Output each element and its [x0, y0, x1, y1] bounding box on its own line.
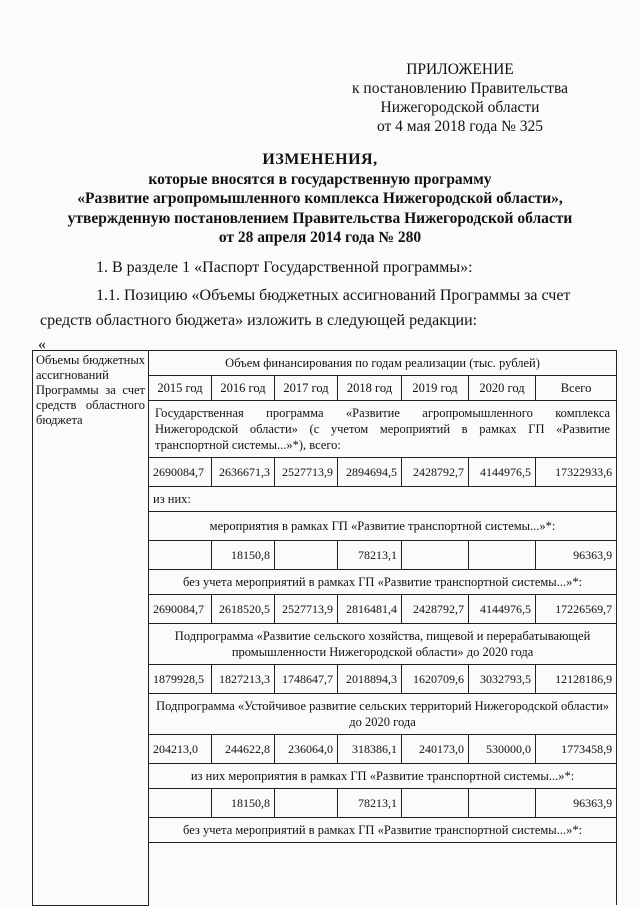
total-header: Всего: [536, 376, 617, 401]
table-row: [33, 351, 617, 376]
value-cell: [402, 789, 469, 818]
value-cell: [402, 541, 469, 570]
total-cell: 17322933,6: [536, 458, 617, 487]
year-header: 2017 год: [275, 376, 338, 401]
value-cell: 78213,1: [338, 541, 402, 570]
title-heading: ИЗМЕНЕНИЯ,: [262, 151, 378, 168]
value-cell: [149, 789, 212, 818]
year-header: 2016 год: [212, 376, 275, 401]
value-cell: 530000,0: [469, 735, 536, 764]
value-cell: 236064,0: [275, 735, 338, 764]
value-cell: 4144976,5: [469, 595, 536, 624]
value-cell: 2428792,7: [402, 458, 469, 487]
value-cell: 2428792,7: [402, 595, 469, 624]
value-cell: 1620709,6: [402, 665, 469, 694]
section-title: Подпрограмма «Устойчивое развитие сельских территорий Нижегородской области» до 2020 года: [149, 694, 617, 735]
appendix-label: ПРИЛОЖЕНИЕ: [406, 61, 514, 78]
appendix-header: [330, 60, 590, 136]
title-line: от 28 апреля 2014 года № 280: [218, 229, 422, 246]
appendix-date: от 4 мая 2018 года № 325: [376, 118, 544, 135]
total-cell: 12128186,9: [536, 665, 617, 694]
value-cell: 78213,1: [338, 789, 402, 818]
subsection-label: из них:: [149, 487, 617, 512]
section-title: без учета мероприятий в рамках ГП «Развитие транспортной системы...»*:: [149, 818, 617, 843]
value-cell: [275, 789, 338, 818]
value-cell: 2527713,9: [275, 458, 338, 487]
year-header: 2015 год: [149, 376, 212, 401]
value-cell: 2018894,3: [338, 665, 402, 694]
value-cell: 1748647,7: [275, 665, 338, 694]
value-cell: 1879928,5: [149, 665, 212, 694]
value-cell: 18150,8: [212, 789, 275, 818]
value-cell: 2690084,7: [149, 458, 212, 487]
value-cell: 1827213,3: [212, 665, 275, 694]
appendix-line: к постановлению Правительства: [352, 80, 568, 97]
section-title: без учета мероприятий в рамках ГП «Развитие транспортной системы...»*:: [149, 570, 617, 595]
value-cell: 2527713,9: [275, 595, 338, 624]
value-cell: 244622,8: [212, 735, 275, 764]
year-header: 2018 год: [338, 376, 402, 401]
title-line: утвержденную постановлением Правительства Нижегородской области: [67, 209, 573, 227]
value-cell: 204213,0: [149, 735, 212, 764]
title-line: которые вносятся в государственную программу: [148, 170, 492, 188]
value-cell: [149, 541, 212, 570]
paragraph-2-line-2: средств областного бюджета» изложить в следующей редакции:: [40, 312, 478, 329]
budget-table: [32, 350, 617, 906]
value-cell: 2816481,4: [338, 595, 402, 624]
appendix-line: Нижегородской области: [380, 99, 540, 116]
value-cell: 318386,1: [338, 735, 402, 764]
total-cell: 96363,9: [536, 789, 617, 818]
title-line: «Развитие агропромышленного комплекса Нижегородской области»,: [77, 190, 563, 207]
section-title: Подпрограмма «Развитие сельского хозяйства, пищевой и перерабатывающей промышленности Нижегородской области» до 2020 года: [149, 624, 617, 665]
value-cell: 2894694,5: [338, 458, 402, 487]
value-cell: 2690084,7: [149, 595, 212, 624]
table-continuation: [149, 843, 617, 906]
value-cell: 18150,8: [212, 541, 275, 570]
section-title: мероприятия в рамках ГП «Развитие транспортной системы...»*:: [149, 512, 617, 541]
paragraph-2-line-1: 1.1. Позицию «Объемы бюджетных ассигнований Программы за счет: [96, 287, 571, 304]
total-cell: 17226569,7: [536, 595, 617, 624]
value-cell: 4144976,5: [469, 458, 536, 487]
year-header: 2020 год: [469, 376, 536, 401]
opening-quote: «: [38, 336, 46, 353]
section-title: Государственная программа «Развитие агропромышленного комплекса Нижегородской области» (с учетом мероприятий в рамках ГП «Развитие транспортной системы...»*), всего:: [149, 401, 617, 458]
year-header: 2019 год: [402, 376, 469, 401]
total-cell: 1773458,9: [536, 735, 617, 764]
value-cell: [275, 541, 338, 570]
value-cell: 240173,0: [402, 735, 469, 764]
value-cell: [469, 789, 536, 818]
value-cell: 3032793,5: [469, 665, 536, 694]
value-cell: [469, 541, 536, 570]
value-cell: 2618520,5: [212, 595, 275, 624]
value-cell: 2636671,3: [212, 458, 275, 487]
section-title: из них мероприятия в рамках ГП «Развитие транспортной системы...»*:: [149, 764, 617, 789]
row-label-cell: Объемы бюджетных ассигнований Программы за счет средств областного бюджета: [33, 351, 149, 906]
table-header: Объем финансирования по годам реализации (тыс. рублей): [149, 351, 617, 376]
total-cell: 96363,9: [536, 541, 617, 570]
document-title: [40, 150, 600, 248]
paragraph-1: 1. В разделе 1 «Паспорт Государственной программы»:: [96, 259, 473, 276]
